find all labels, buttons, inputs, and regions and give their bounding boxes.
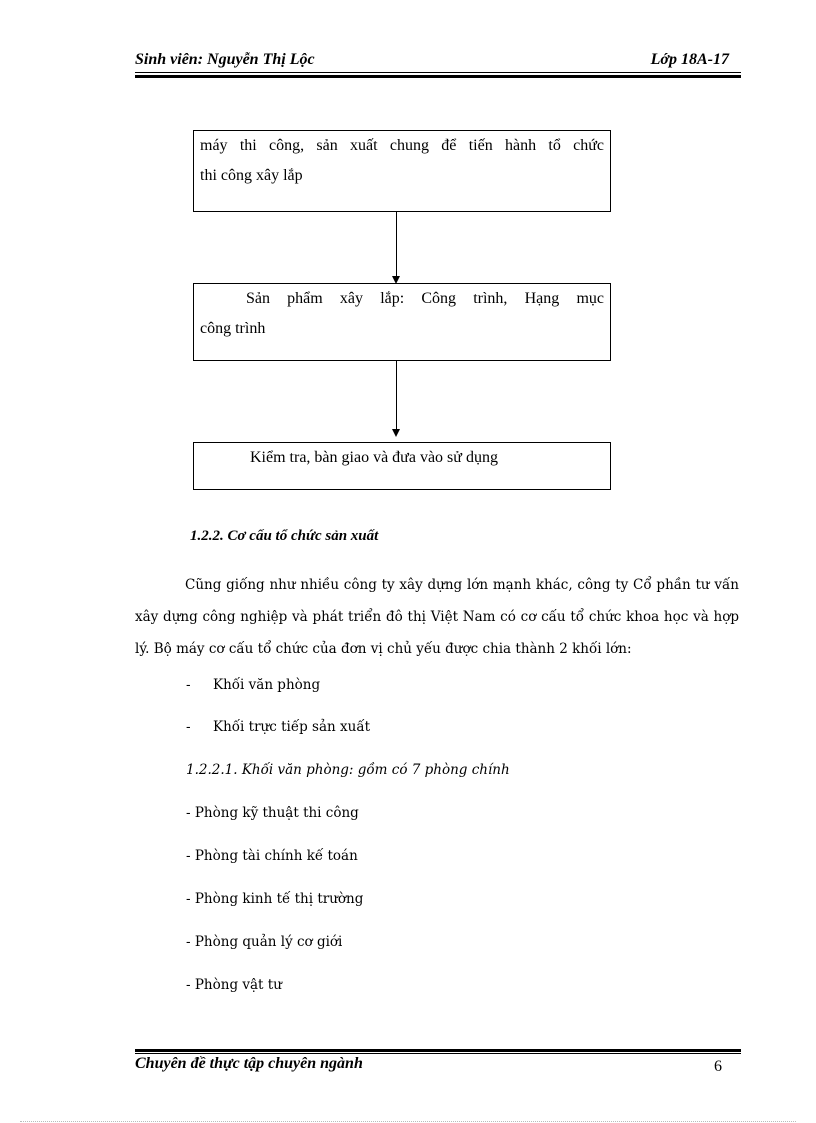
department-item: - Phòng kỹ thuật thi công	[186, 805, 359, 821]
flowchart-box-line: Sản phẩm xây lắp: Công trình, Hạng mục	[246, 290, 604, 307]
subsection-heading: 1.2.2.1. Khối văn phòng: gồm có 7 phòng chính	[186, 762, 510, 778]
section-heading: 1.2.2. Cơ cấu tổ chức sản xuất	[190, 528, 379, 544]
flowchart-arrow-line	[396, 361, 397, 429]
header-class: Lớp 18A-17	[650, 51, 729, 68]
flowchart-box-line: thi công xây lắp	[200, 167, 303, 184]
paragraph-text: Cũng giống như nhiều công ty xây dựng lớn mạnh khác, công ty Cổ phần tư vấn xây dựng công nghiệp và phát triển đô thị Việt Nam có cơ cấu tổ chức khoa học và hợp lý. Bộ máy cơ cấu tổ chức của đơn vị chủ yếu được chia thành 2 khối lớn:	[135, 577, 739, 657]
bullet-dash: -	[186, 677, 191, 693]
flowchart-arrow-head	[392, 429, 400, 437]
flowchart-arrow-line	[396, 212, 397, 276]
department-item: - Phòng kinh tế thị trường	[186, 891, 364, 907]
page-edge	[20, 1121, 796, 1122]
bullet-item	[186, 677, 320, 693]
bullet-text: Khối trực tiếp sản xuất	[213, 719, 371, 735]
footer-title: Chuyên đề thực tập chuyên ngành	[135, 1055, 363, 1072]
flowchart-box-product	[193, 283, 611, 361]
department-item: - Phòng quản lý cơ giới	[186, 934, 343, 950]
bullet-dash: -	[186, 719, 191, 735]
flowchart-box-line: công trình	[200, 320, 266, 337]
department-item: - Phòng tài chính kế toán	[186, 848, 358, 864]
flowchart-box-handover	[193, 442, 611, 490]
department-item: - Phòng vật tư	[186, 977, 282, 993]
bullet-text: Khối văn phòng	[213, 677, 321, 693]
header-rule-thin	[135, 72, 741, 73]
footer-rule-thick	[135, 1049, 741, 1052]
flowchart-box-line: máy thi công, sản xuất chung để tiến hành tổ chức	[200, 137, 604, 154]
flowchart-box-line: Kiểm tra, bàn giao và đưa vào sử dụng	[250, 449, 498, 466]
footer-rule-thin	[135, 1053, 741, 1054]
page-number: 6	[714, 1058, 722, 1075]
header-student-name: Sinh viên: Nguyễn Thị Lộc	[135, 51, 315, 68]
flowchart-box-production	[193, 130, 611, 212]
section-paragraph	[135, 569, 739, 665]
bullet-item	[186, 719, 370, 735]
header-rule-thick	[135, 75, 741, 78]
